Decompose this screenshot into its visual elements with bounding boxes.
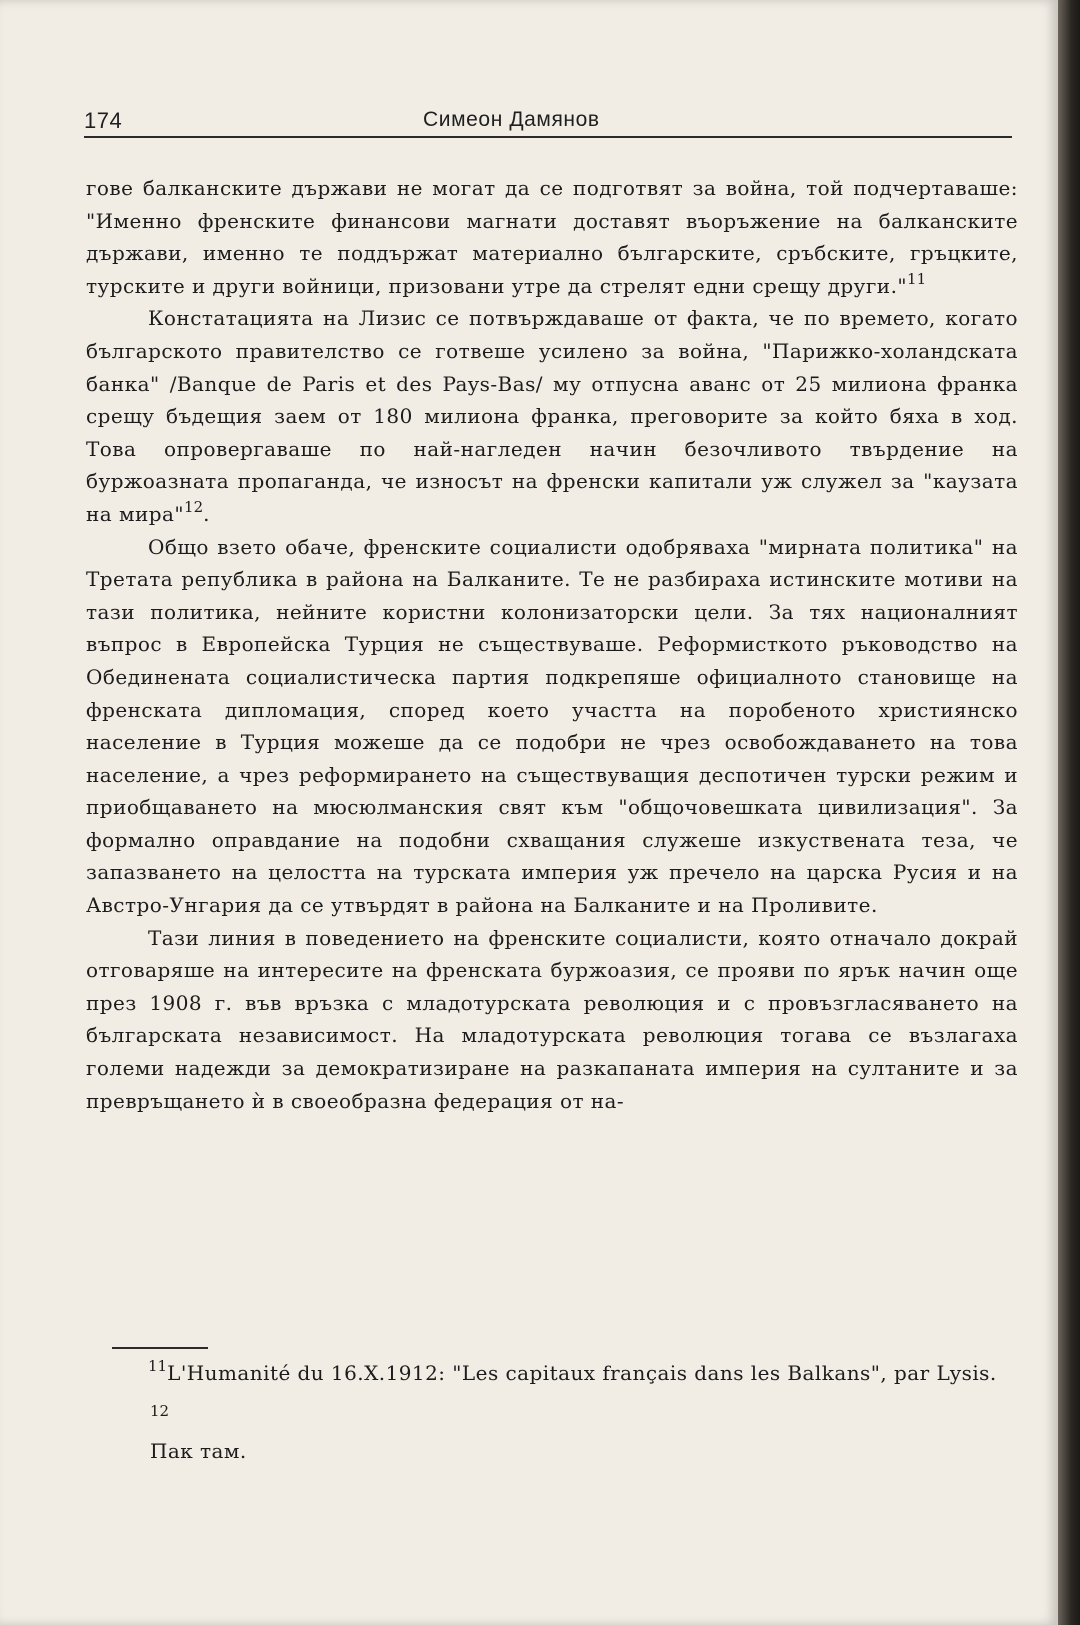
paragraph-text: гове балканските държави не могат да се подготвят за война, той подчертаваше: "Именно френските финансови магнати доставят въоръжение на балканските държави, именно те поддържат материално българските, сръбските, гръцките, турските и други войници, призовани утре да стрелят едни срещу други.": [86, 176, 1018, 298]
paragraph: [86, 922, 1018, 1118]
footnote: [86, 1402, 1018, 1468]
footnote-reference: 12: [184, 497, 204, 516]
paragraph-text: Общо взето обаче, френските социалисти одобряваха "мирната политика" на Третата република в района на Балканите. Те не разбираха истинските мотиви на тази политика, нейните користни колонизаторски цели. За тях националният въпрос в Европейска Турция не съществуваше. Реформисткото ръководство на Обединената социалистическа партия подкрепяше официалното становище на френската дипломация, според което участта на поробеното християнско население в Турция можеше да се подобри не чрез освобождаването на това население, а чрез реформирането на съществуващия деспотичен турски режим и приобщаването на мюсюлманския свят към "общочовешката цивилизация". За формално оправдание на подобни схващания служеше изкуствената теза, че запазването на целостта на турската империя уж пречело на царска Русия и на Австро-Унгария да се утвърдят в района на Балканите и на Проливите.: [86, 534, 1018, 918]
footnotes: [86, 1357, 1018, 1468]
paragraph-continued: [86, 172, 1018, 302]
page-header: [84, 108, 1012, 138]
paragraph-end-punctuation: .: [203, 501, 210, 526]
body-text: [86, 172, 1018, 1117]
paragraph: [86, 531, 1018, 922]
footnote: [86, 1357, 1018, 1390]
paragraph-text: Констатацията на Лизис се потвърждаваше от факта, че по времето, когато българското правителство се готвеше усилено за война, "Парижко-холандската банка" /Banque de Paris et des Pays-Bas/ му отпусна аванс от 25 милиона франка срещу бъдещия заем от 180 милиона франка, преговорите за който бяха в ход. Това опровергаваше по най-нагледен начин безочливото твърдение на буржоазната пропаганда, че износът на френски капитали уж служел за "каузата на мира": [86, 306, 1018, 526]
footnote-text: Пак там.: [150, 1439, 247, 1463]
footnote-text: L'Humanité du 16.X.1912: "Les capitaux français dans les Balkans", par Lysis.: [167, 1361, 997, 1385]
page-number: 174: [84, 108, 123, 133]
footnote-mark: 11: [148, 1357, 168, 1375]
footnote-divider: [112, 1347, 208, 1349]
book-spine-shadow: [1058, 0, 1080, 1625]
paragraph-text: Тази линия в поведението на френските социалисти, която отначало докрай отговаряше на интересите на френската буржоазия, се прояви по ярък начин още през 1908 г. във връзка с младотурската революция и с провъзгласяването на българската независимост. На младотурската революция тогава се възлагаха големи надежди за демократизиране на разкапаната империя на султаните и за превръщането ѝ в своеобразна федерация от на-: [86, 925, 1018, 1113]
footnote-reference: 11: [907, 269, 927, 288]
running-title: Симеон Дамянов: [423, 108, 600, 131]
paragraph: [86, 302, 1018, 530]
footnote-mark: 12: [150, 1402, 170, 1420]
